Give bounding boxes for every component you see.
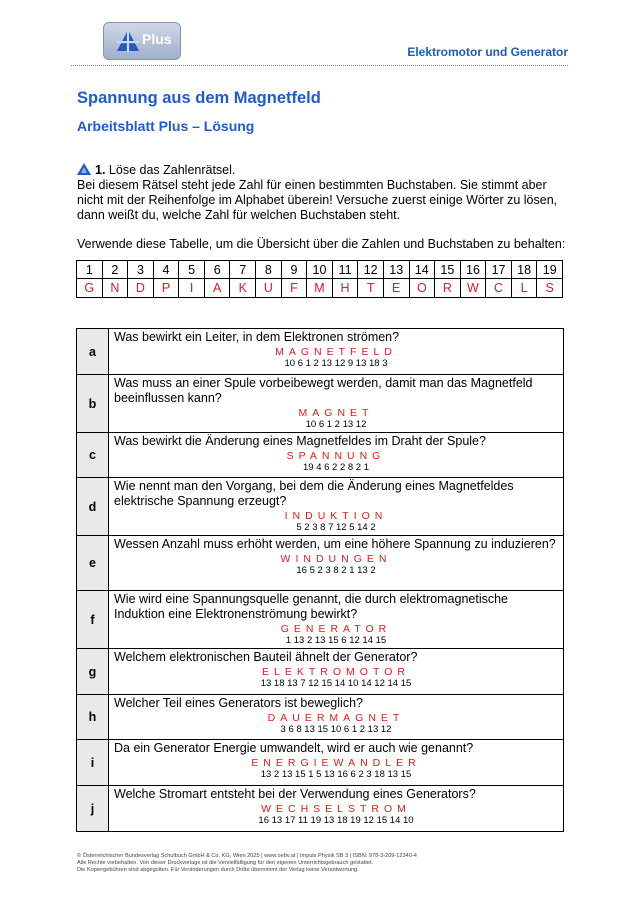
code-number-cell: 13 xyxy=(383,261,409,279)
question-label: h xyxy=(77,695,109,740)
code-letter-cell: O xyxy=(409,279,435,298)
answer-numbers: 1 13 2 13 15 6 12 14 15 xyxy=(285,635,387,646)
code-letter-cell: R xyxy=(435,279,461,298)
question-row xyxy=(77,478,564,536)
code-number-cell: 4 xyxy=(153,261,179,279)
code-letter-cell: L xyxy=(511,279,537,298)
question-label: f xyxy=(77,591,109,649)
code-letter-cell: H xyxy=(332,279,358,298)
footer-rights: Alle Rechte vorbehalten. Von dieser Druckvorlage ist die Vervielfältigung für den eigenen Unterrichtsgebrauch gestattet. xyxy=(77,860,374,866)
question-text: Wessen Anzahl muss erhöht werden, um eine höhere Spannung zu induzieren? xyxy=(114,537,556,551)
question-row xyxy=(77,591,564,649)
code-letter-cell: S xyxy=(537,279,563,298)
code-letter-cell: P xyxy=(153,279,179,298)
code-number-cell: 17 xyxy=(486,261,512,279)
question-cell xyxy=(109,478,564,536)
answer-word: WINDUNGEN xyxy=(280,553,392,565)
task-heading: Löse das Zahlenrätsel. xyxy=(108,163,236,177)
answer-numbers: 16 13 17 11 19 13 18 19 12 15 14 10 xyxy=(258,815,414,826)
code-letter-cell: A xyxy=(204,279,230,298)
answer-numbers: 16 5 2 3 8 2 1 13 2 xyxy=(296,565,376,576)
task-block xyxy=(77,163,567,252)
code-number-cell: 2 xyxy=(102,261,128,279)
page-subtitle: Arbeitsblatt Plus – Lösung xyxy=(77,118,255,134)
answer-numbers: 5 2 3 8 7 12 5 14 2 xyxy=(296,522,376,533)
footer xyxy=(77,853,577,874)
code-letter-cell: K xyxy=(230,279,256,298)
code-number-cell: 1 xyxy=(77,261,103,279)
code-number-cell: 15 xyxy=(435,261,461,279)
task-number: 1. xyxy=(95,163,106,177)
answer-word: DAUERMAGNET xyxy=(267,712,405,724)
question-label: a xyxy=(77,329,109,375)
question-text: Was bewirkt ein Leiter, in dem Elektronen strömen? xyxy=(114,330,400,344)
code-number-cell: 18 xyxy=(511,261,537,279)
question-label: c xyxy=(77,433,109,478)
question-cell xyxy=(109,329,564,375)
question-cell xyxy=(109,591,564,649)
answer-word: WECHSELSTROM xyxy=(261,803,411,815)
question-label: g xyxy=(77,649,109,695)
question-text: Wie nennt man den Vorgang, bei dem die Änderung eines Magnetfeldes elektrische Spannung erzeugt? xyxy=(114,479,514,508)
question-label: e xyxy=(77,536,109,591)
code-letter-cell: D xyxy=(128,279,154,298)
code-number-cell: 14 xyxy=(409,261,435,279)
code-letter-cell: G xyxy=(77,279,103,298)
code-number-cell: 10 xyxy=(307,261,333,279)
answer-word: GENERATOR xyxy=(280,623,392,635)
question-cell xyxy=(109,649,564,695)
question-row xyxy=(77,649,564,695)
question-text: Da ein Generator Energie umwandelt, wird er auch wie genannt? xyxy=(114,741,474,755)
footer-disclaimer: Die Kopiergebühren sind abgegolten. Für Veränderungen durch Dritte übernimmt der Verlag keine Verantwortung. xyxy=(77,867,359,873)
code-number-cell: 19 xyxy=(537,261,563,279)
code-letter-cell: N xyxy=(102,279,128,298)
question-text: Welche Stromart entsteht bei der Verwendung eines Generators? xyxy=(114,787,476,801)
answer-numbers: 10 6 1 2 13 12 9 13 18 3 xyxy=(284,358,388,369)
answer-word: MAGNETFELD xyxy=(275,346,397,358)
page-title: Spannung aus dem Magnetfeld xyxy=(77,89,321,107)
question-table xyxy=(76,328,564,832)
footer-copyright: © Österreichischer Bundesverlag Schulbuch GmbH & Co. KG, Wien 2025 | www.oebv.at | Impuls Physik SB 3 | ISBN: 978-3-209-12340-4 xyxy=(77,853,417,859)
task-instruction: Verwende diese Tabelle, um die Übersicht über die Zahlen und Buchstaben zu behalten: xyxy=(77,237,566,251)
question-row xyxy=(77,433,564,478)
question-cell xyxy=(109,695,564,740)
question-text: Welcher Teil eines Generators ist beweglich? xyxy=(114,696,363,710)
question-cell xyxy=(109,740,564,786)
logo-plus-label: Plus xyxy=(142,31,172,47)
code-letter-cell: E xyxy=(383,279,409,298)
code-letter-cell: W xyxy=(460,279,486,298)
code-number-row xyxy=(77,261,563,279)
question-cell xyxy=(109,786,564,832)
answer-word: MAGNET xyxy=(298,407,374,419)
answer-word: SPANNUNG xyxy=(286,450,386,462)
code-letter-cell: C xyxy=(486,279,512,298)
publisher-logo xyxy=(103,22,181,60)
question-row xyxy=(77,740,564,786)
code-letter-cell: M xyxy=(307,279,333,298)
triangle-logo-icon xyxy=(116,29,140,53)
answer-word: ENERGIEWANDLER xyxy=(251,757,421,769)
code-number-cell: 12 xyxy=(358,261,384,279)
answer-numbers: 3 6 8 13 15 10 6 1 2 13 12 xyxy=(280,724,392,735)
code-number-cell: 16 xyxy=(460,261,486,279)
task-triangle-icon xyxy=(77,163,91,175)
question-label: j xyxy=(77,786,109,832)
answer-numbers: 13 18 13 7 12 15 14 10 14 12 14 15 xyxy=(260,678,412,689)
question-row xyxy=(77,695,564,740)
code-number-cell: 9 xyxy=(281,261,307,279)
code-number-cell: 7 xyxy=(230,261,256,279)
question-text: Was muss an einer Spule vorbeibewegt werden, damit man das Magnetfeld beeinflussen kann? xyxy=(114,376,533,405)
question-row xyxy=(77,375,564,433)
question-row xyxy=(77,329,564,375)
code-table xyxy=(76,260,563,298)
code-number-cell: 3 xyxy=(128,261,154,279)
question-label: d xyxy=(77,478,109,536)
chapter-title: Elektromotor und Generator xyxy=(407,45,568,59)
question-text: Was bewirkt die Änderung eines Magnetfeldes im Draht der Spule? xyxy=(114,434,486,448)
answer-numbers: 19 4 6 2 2 8 2 1 xyxy=(302,462,370,473)
header-divider xyxy=(71,65,568,66)
code-number-cell: 11 xyxy=(332,261,358,279)
code-letter-cell: U xyxy=(256,279,282,298)
code-number-cell: 6 xyxy=(204,261,230,279)
question-cell xyxy=(109,536,564,591)
answer-numbers: 10 6 1 2 13 12 xyxy=(305,419,367,430)
question-row xyxy=(77,536,564,591)
question-text: Wie wird eine Spannungsquelle genannt, die durch elektromagnetische Induktion eine Elektronenströmung bewirkt? xyxy=(114,592,509,621)
answer-numbers: 13 2 13 15 1 5 13 16 6 2 3 18 13 15 xyxy=(260,769,412,780)
question-row xyxy=(77,786,564,832)
code-number-cell: 5 xyxy=(179,261,205,279)
question-label: b xyxy=(77,375,109,433)
task-description: Bei diesem Rätsel steht jede Zahl für einen bestimmten Buchstaben. Sie stimmt aber nicht mit der Reihenfolge im Alphabet überein! Versuche zuerst einige Wörter zu lösen, dann weißt du, welche Zahl für welchen Buchstaben steht. xyxy=(77,178,558,222)
question-label: i xyxy=(77,740,109,786)
answer-word: ELEKTROMOTOR xyxy=(262,666,410,678)
code-letter-cell: I xyxy=(179,279,205,298)
question-text: Welchem elektronischen Bauteil ähnelt der Generator? xyxy=(114,650,418,664)
question-cell xyxy=(109,375,564,433)
answer-word: INDUKTION xyxy=(284,510,388,522)
code-letter-cell: F xyxy=(281,279,307,298)
code-letter-row xyxy=(77,279,563,298)
code-number-cell: 8 xyxy=(256,261,282,279)
question-cell xyxy=(109,433,564,478)
code-letter-cell: T xyxy=(358,279,384,298)
